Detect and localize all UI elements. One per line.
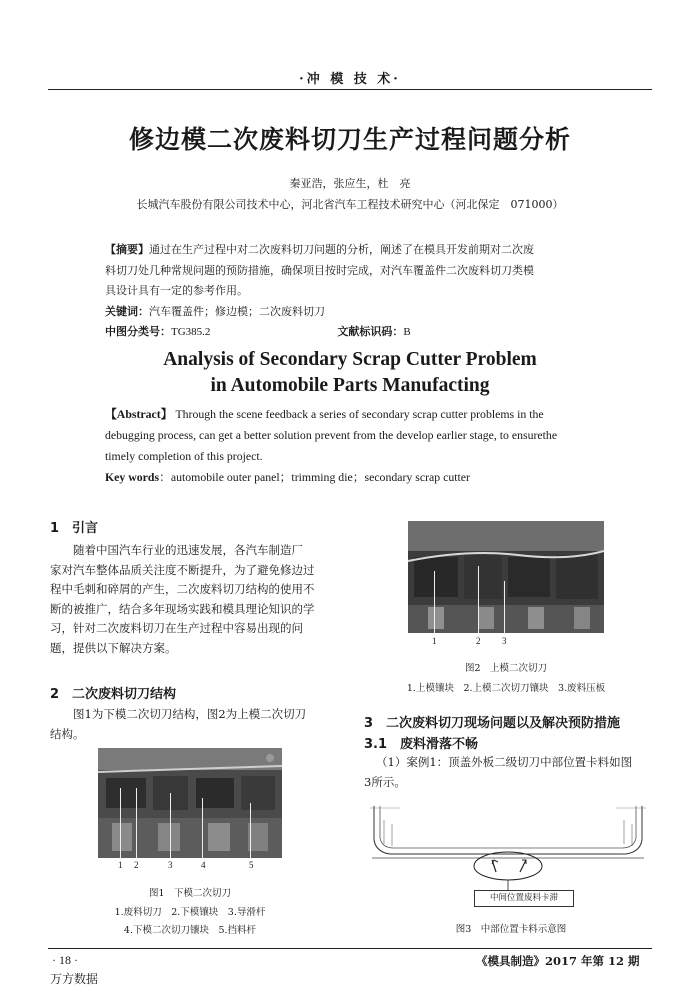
section-3-1-heading: 3.1 废料滑落不畅 [364,737,479,752]
section-2-body [50,705,346,744]
authors: 秦亚浩，张应生，杜 亮 [289,177,411,190]
document-code-value: B [403,326,411,338]
abstract-en [105,404,605,488]
figure-1-leader [170,793,171,858]
watermark: 万方数据 [50,972,99,986]
figure-2-number: 1 [432,636,437,646]
section-1-heading: 1 引言 [50,521,99,536]
figure-1-number: 5 [249,860,254,870]
figure-2-illustration [408,521,604,633]
section-3-body [364,753,654,792]
figure-1-number: 4 [201,860,206,870]
figure-2-legend: 1.上模镶块 2.上模二次切刀镶块 3.废料压板 [406,683,606,694]
figure-1-number: 1 [118,860,123,870]
section-2-line2: 结构。 [50,726,85,741]
journal-issue: 《模具制造》2017 年第 12 期 [476,954,640,968]
section-1-line: 程中毛刺和碎屑的产生，二次废料切刀结构的使用不 [50,582,315,597]
figure-1-legend-1: 1.废料切刀 2.下模镶块 3.导滑杆 [114,907,266,918]
figure-1-leader [136,788,137,858]
affiliation: 长城汽车股份有限公司技术中心，河北省汽车工程技术研究中心（河北保定 071000） [136,198,564,211]
header-rule [48,89,652,90]
document-code-label: 文献标识码： [337,325,404,338]
figure-3-label-box: 中间位置废料卡滞 [474,890,574,907]
keywords-zh: 汽车覆盖件；修边模；二次废料切刀 [149,304,325,318]
figure-1-leader [250,803,251,858]
section-3-heading: 3 二次废料切刀现场问题以及解决预防措施 [364,716,621,731]
abstract-zh [105,240,605,343]
footer-rule [48,948,652,949]
page-number: · 18 · [52,953,78,967]
classification-label: 中图分类号： [105,325,171,338]
figure-3-drawing [370,800,646,912]
abstract-zh-line3: 具设计具有一定的参考作用。 [105,284,248,297]
abstract-zh-line1: 通过在生产过程中对二次废料切刀问题的分析，阐述了在模具开发前期对二次废 [149,243,534,256]
section-2-heading: 2 二次废料切刀结构 [50,687,177,702]
section-1-line: 家对汽车整体品质关注度不断提升，为了避免修边过 [50,562,315,577]
figure-1-illustration [98,748,282,858]
figure-2-leader [434,571,435,633]
abstract-en-line2: debugging process, can get a better solution prevent from the develop earlier stage, to ensurethe [105,428,558,442]
figure-1-legend-2: 4.下模二次切刀镶块 5.挡料杆 [123,925,257,936]
figure-3-caption: 图3 中部位置卡料示意图 [455,924,567,935]
figure-2-leader [478,566,479,633]
figure-2-photo [408,521,604,633]
section-1-line: 断的被推广，结合多年现场实践和模具理论知识的学 [50,601,315,616]
section-2-line1: 图1为下模二次切刀结构，图2为上模二次切刀 [73,707,307,721]
section-1-line: 习，针对二次废料切刀在生产过程中容易出现的问 [50,621,303,636]
figure-1-number: 2 [134,860,139,870]
section-3-line2: 3所示。 [364,774,406,789]
figure-2-number: 3 [502,636,507,646]
figure-1-number: 3 [168,860,173,870]
keywords-en-label: Key words [105,470,160,484]
section-1-line: 题，提供以下解决方案。 [50,640,177,655]
figure-2-leader [504,581,505,633]
keywords-en: ：automobile outer panel；trimming die；secondary scrap cutter [159,470,470,484]
figure-1-photo [98,748,282,858]
abstract-zh-line2: 料切刀处几种常规问题的预防措施，确保项目按时完成，对汽车覆盖件二次废料切刀类模 [105,263,534,277]
figure-1-leader [202,798,203,858]
section-1-body [50,541,346,659]
paper-title-zh: 修边模二次废料切刀生产过程问题分析 [128,125,571,154]
abstract-zh-label: 【摘要】 [105,243,149,256]
abstract-en-line1: Through the scene feedback a series of secondary scrap cutter problems in the [172,407,544,421]
figure-1-leader [120,788,121,858]
title-en-line1: Analysis of Secondary Scrap Cutter Problem [163,349,537,370]
abstract-en-line3: timely completion of this project. [105,449,263,463]
figure-2-caption: 图2 上模二次切刀 [464,663,548,674]
abstract-en-label: 【Abstract】 [105,407,173,421]
paper-title-en [0,347,700,399]
keywords-zh-label: 关键词： [105,304,149,318]
figure-2-number: 2 [476,636,481,646]
section-1-line: 随着中国汽车行业的迅速发展，各汽车制造厂 [73,543,303,557]
figure-1-caption: 图1 下模二次切刀 [148,888,232,899]
running-head: ·冲 模 技 术· [299,72,401,87]
classification-value: TG385.2 [171,326,211,338]
section-3-line1: （1）案例1：顶盖外板二级切刀中部位置卡料如图 [376,755,633,769]
title-en-line2: in Automobile Parts Manufacting [210,375,490,396]
